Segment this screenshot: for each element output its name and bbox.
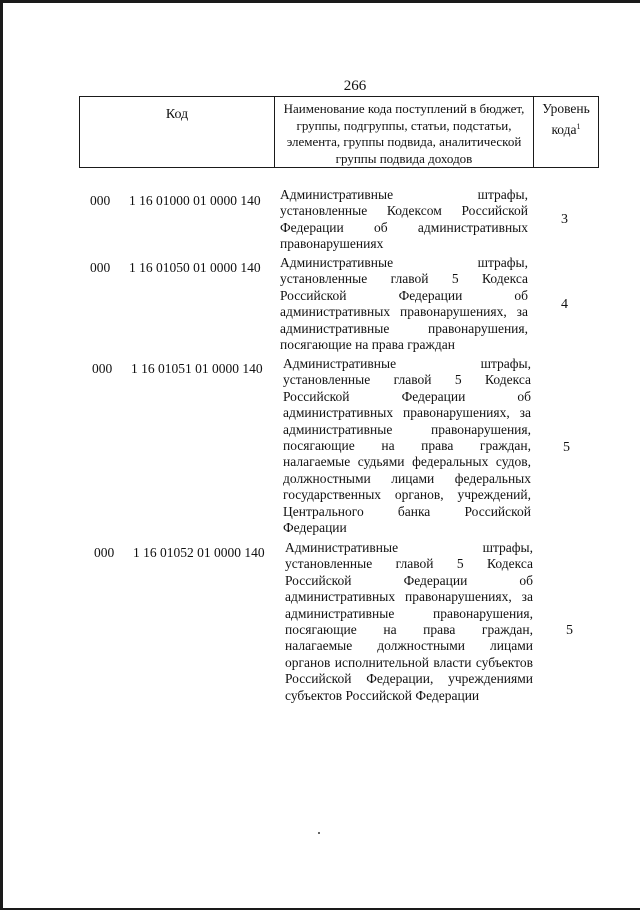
header-level-footnote: 1 bbox=[576, 122, 581, 131]
row-level: 5 bbox=[566, 623, 573, 638]
row-code: 1 16 01051 01 0000 140 bbox=[131, 361, 263, 376]
row-description: Административные штрафы, установленные главой 5 Кодекса Российской Федерации об административных правонарушениях, за административные правонарушения, посягающие на права граждан, налагаемые судьями федеральных судов, должностными лицами федеральных государственных органов, учреждений, Центрального банка Российской Федерации bbox=[283, 356, 531, 536]
header-level-cell bbox=[534, 97, 599, 168]
row-level: 5 bbox=[563, 440, 570, 455]
row-code-prefix: 000 bbox=[92, 361, 113, 376]
header-level-label: Уровень кода bbox=[542, 101, 590, 137]
row-code: 1 16 01000 01 0000 140 bbox=[129, 193, 261, 208]
header-code-label: Код bbox=[165, 107, 189, 122]
header-name-cell bbox=[275, 97, 534, 168]
row-code-prefix: 000 bbox=[90, 193, 111, 208]
page-number: 266 bbox=[343, 78, 367, 94]
header-code-cell bbox=[80, 97, 275, 168]
row-description: Административные штрафы, установленные Кодексом Российской Федерации об административных правонарушениях bbox=[280, 187, 528, 252]
scan-speck bbox=[318, 832, 320, 834]
header-table bbox=[79, 96, 599, 168]
row-code: 1 16 01052 01 0000 140 bbox=[133, 545, 265, 560]
row-description: Административные штрафы, установленные главой 5 Кодекса Российской Федерации об административных правонарушениях, за административные правонарушения, посягающие на права граждан bbox=[280, 255, 528, 353]
row-code-prefix: 000 bbox=[94, 545, 115, 560]
row-level: 3 bbox=[561, 212, 568, 227]
row-description: Административные штрафы, установленные главой 5 Кодекса Российской Федерации об административных правонарушениях, за административные правонарушения, посягающие на права граждан, налагаемые должностными лицами органов исполнительной власти субъектов Российской Федерации, учреждениями субъектов Российской Федерации bbox=[285, 540, 533, 703]
row-code-prefix: 000 bbox=[90, 260, 111, 275]
header-name-label: Наименование кода поступлений в бюджет, группы, подгруппы, статьи, подстатьи, элемента, группы подвида, аналитической группы подвида доходов bbox=[283, 101, 525, 166]
row-code: 1 16 01050 01 0000 140 bbox=[129, 260, 261, 275]
row-level: 4 bbox=[561, 297, 568, 312]
